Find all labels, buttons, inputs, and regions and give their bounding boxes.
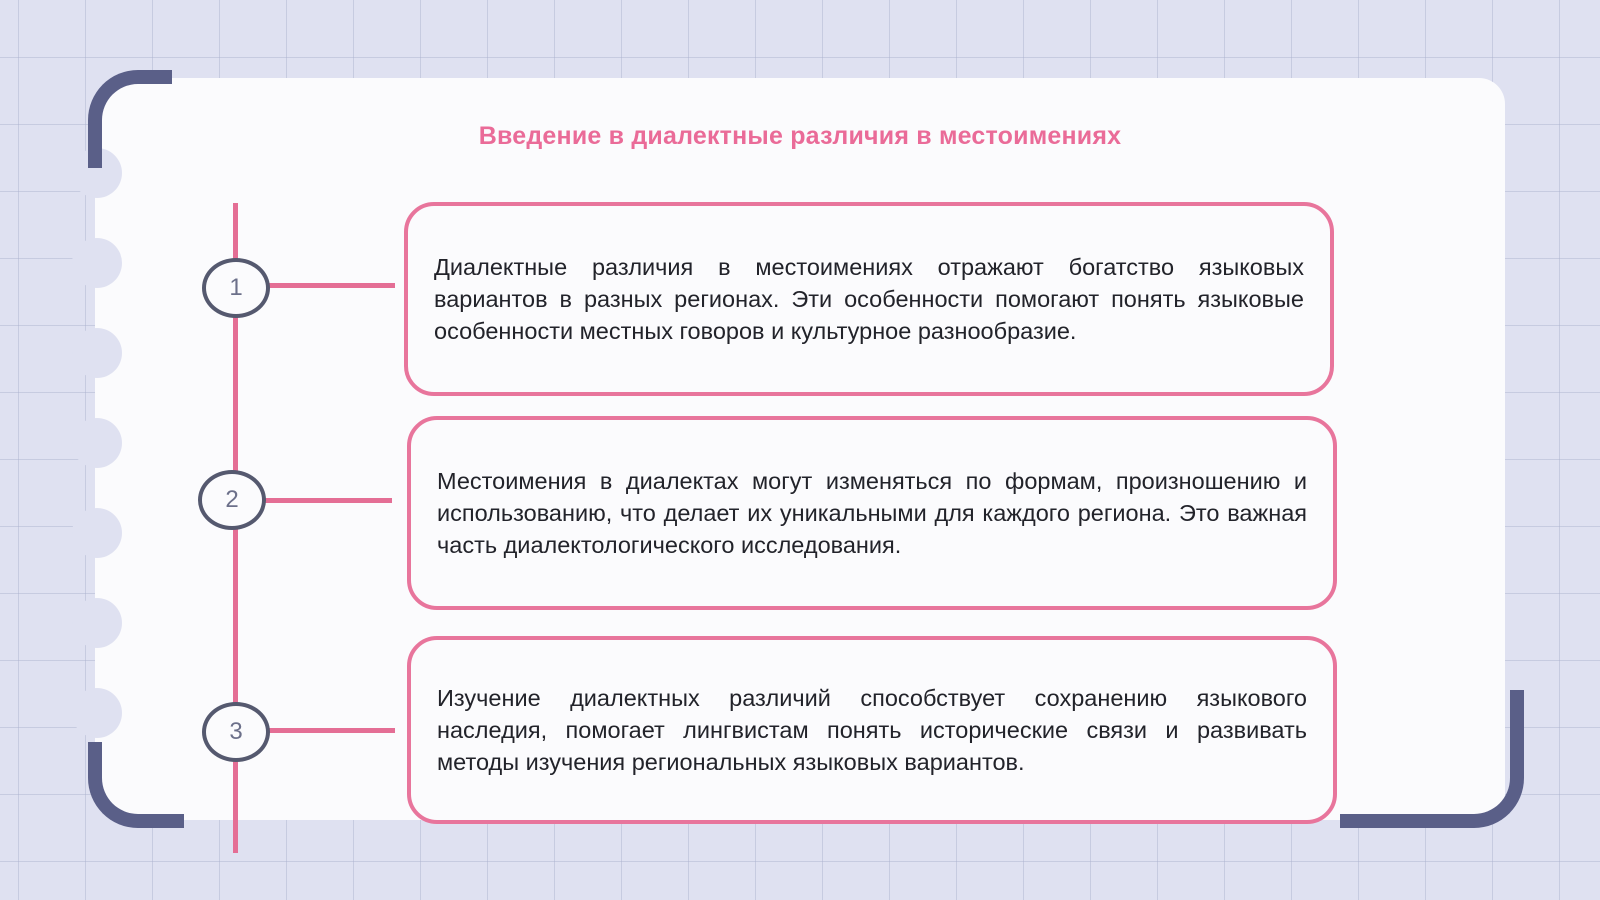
scallop-decoration	[72, 508, 122, 558]
step-number: 3	[229, 718, 243, 745]
scallop-decoration	[72, 598, 122, 648]
content-box-3	[407, 636, 1337, 824]
step-badge-1	[202, 258, 270, 318]
step-badge-2	[198, 470, 266, 530]
corner-bracket-bottom-right	[1340, 690, 1524, 828]
scallop-decoration	[72, 328, 122, 378]
timeline-connector	[265, 728, 395, 733]
content-box-2	[407, 416, 1337, 610]
corner-bracket-top-left	[88, 70, 172, 168]
scallop-decoration	[72, 238, 122, 288]
slide-title: Введение в диалектные различия в местоимениях	[478, 122, 1122, 150]
corner-bracket-bottom-left	[88, 742, 184, 828]
content-text: Диалектные различия в местоимениях отражают богатство языковых вариантов в разных регионах. Эти особенности помогают понять языковые особенности местных говоров и культурное разнообразие.	[434, 254, 1304, 344]
step-badge-3	[202, 702, 270, 762]
content-text: Местоимения в диалектах могут изменяться по формам, произношению и использованию, что делает их уникальными для каждого региона. Это важная часть диалектологического исследования.	[437, 468, 1307, 558]
timeline-connector	[265, 283, 395, 288]
scallop-decoration	[72, 688, 122, 738]
scallop-decoration	[72, 418, 122, 468]
content-text: Изучение диалектных различий способствует сохранению языкового наследия, помогает лингвистам понять исторические связи и развивать методы изучения региональных языковых вариантов.	[437, 685, 1307, 775]
step-number: 1	[229, 274, 243, 301]
content-box-1	[404, 202, 1334, 396]
step-number: 2	[225, 486, 239, 513]
timeline-connector	[262, 498, 392, 503]
